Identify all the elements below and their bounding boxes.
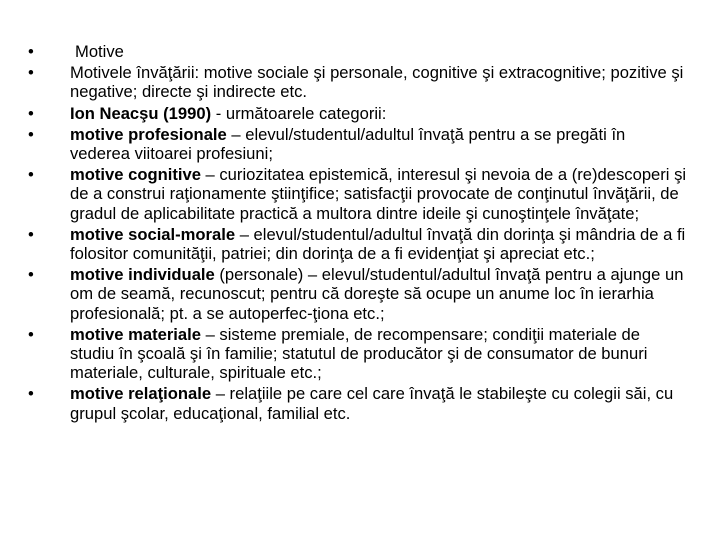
item-bold-text: motive relaţionale xyxy=(70,384,212,404)
item-text: – elevul/studentul/adultul învaţă din dorinţa şi mândria de a fi folositor comunităţii, patriei; din dorinţa de a fi evidenţiat şi apreciat etc.; xyxy=(70,224,686,264)
item-bold-text: motive profesionale xyxy=(70,124,227,144)
bullet-icon: • xyxy=(28,103,34,123)
item-bold-text: Ion Neacşu (1990) xyxy=(70,103,212,123)
list-item xyxy=(28,225,688,263)
list-item xyxy=(28,384,688,422)
bullet-icon: • xyxy=(28,224,34,244)
bullet-icon: • xyxy=(28,63,34,83)
item-bold-text: motive individuale xyxy=(70,265,215,285)
item-text: - următoarele categorii: xyxy=(211,103,387,123)
item-text: Motivele învăţării: motive sociale şi personale, cognitive şi extracognitive; pozitive şi negative; directe şi indirecte etc. xyxy=(70,63,684,102)
bullet-icon: • xyxy=(28,42,34,61)
bullet-icon: • xyxy=(28,384,34,404)
list-item xyxy=(28,325,688,383)
list-item xyxy=(28,125,688,163)
item-text: – curiozitatea epistemică, interesul şi nevoia de a (re)descoperi şi de a construi raţionamente ştiinţifice; satisfacţii provocate de conţinutul învăţării, de gradul de aplicabilitate practică a multora dintre ideile şi cunoştinţele învăţate; xyxy=(70,165,687,223)
item-text: – elevul/studentul/adultul învaţă pentru a se pregăti în vederea viitoarei profesiuni; xyxy=(70,124,626,164)
item-bold-text: motive social-morale xyxy=(70,224,236,244)
bullet-icon: • xyxy=(28,124,34,144)
item-bold-text: motive materiale xyxy=(70,324,201,344)
list-item xyxy=(28,165,688,223)
item-bold-text: motive cognitive xyxy=(70,165,201,185)
bullet-icon: • xyxy=(28,165,34,185)
bullet-list xyxy=(28,42,688,425)
item-text: – sisteme premiale, de recompensare; condiţii materiale de studiu în şcoală şi în familie; statutul de producător şi de consumator de bunuri materiale, culturale, spirituale etc.; xyxy=(70,324,648,383)
list-item xyxy=(28,104,688,123)
bullet-icon: • xyxy=(28,265,34,285)
list-item xyxy=(28,42,688,61)
item-text: – relaţiile pe care cel care învaţă le stabileşte cu colegii săi, cu grupul şcolar, educaţional, familial etc. xyxy=(70,384,674,423)
list-item xyxy=(28,265,688,323)
item-text: (personale) – elevul/studentul/adultul învaţă pentru a ajunge un om de seamă, recunoscut; pentru că doreşte să ocupe un anume loc în ierarhia profesională; pt. a se autoperfec-ţiona etc.; xyxy=(70,265,684,323)
item-text: Motive xyxy=(75,42,124,61)
bullet-icon: • xyxy=(28,324,34,344)
list-item xyxy=(28,63,688,101)
